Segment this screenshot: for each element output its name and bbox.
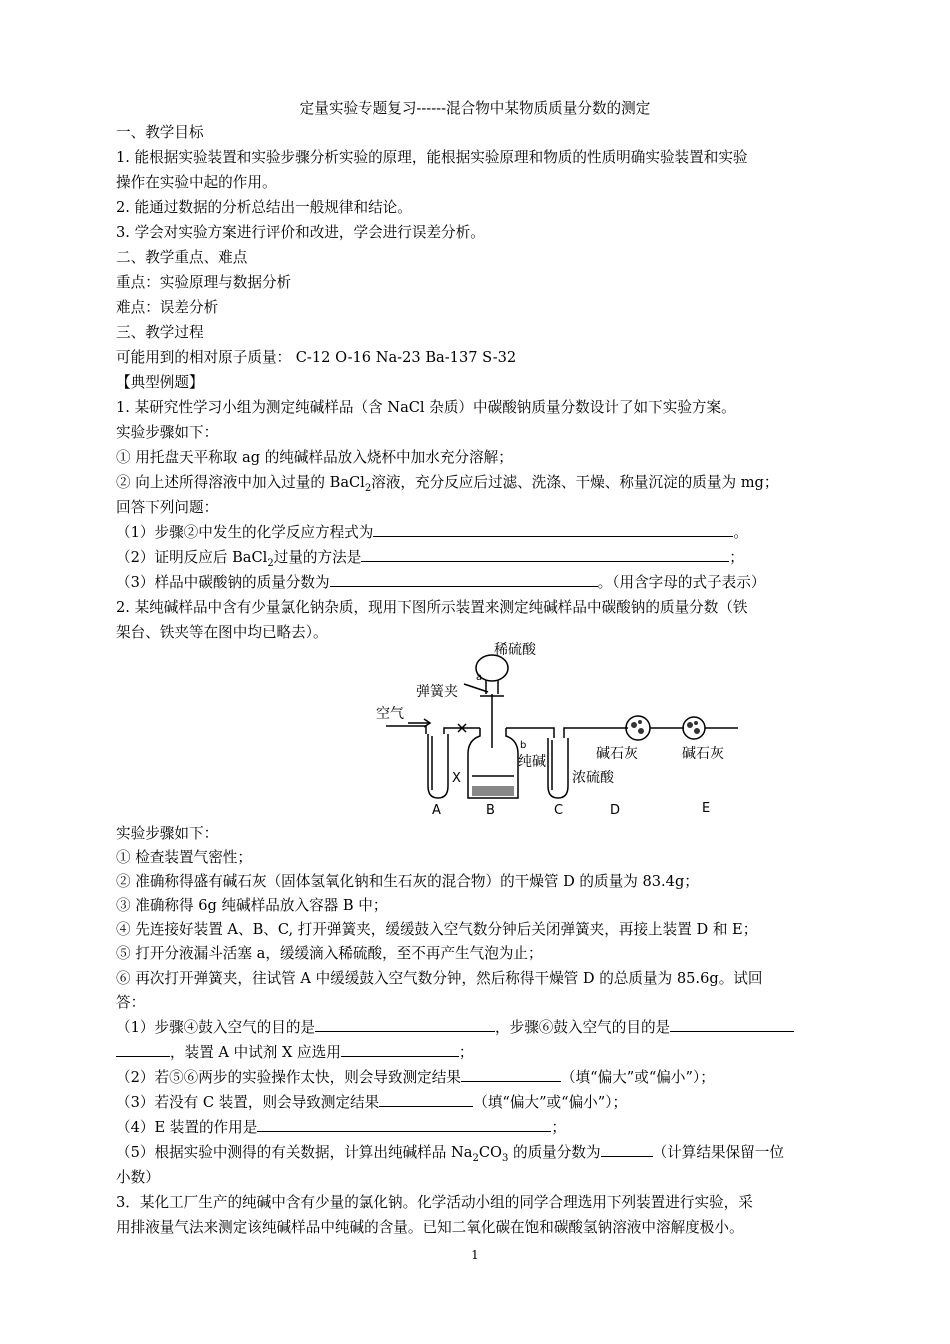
q2-sub-5-line-1: （5）根据实验中测得的有关数据，计算出纯碱样品 $Na_2CO_3$ 的质量分数为 （计算结果保留一位	[116, 1141, 840, 1171]
label-x: X	[452, 771, 461, 786]
goal-1-line-1: 1. 能根据实验装置和实验步骤分析实验的原理，能根据实验原理和物质的性质明确实验装置和实验	[116, 149, 748, 166]
label-soda: 纯碱	[518, 754, 546, 770]
q2-sub-1-line-1: （1）步骤④鼓入空气的目的是 ，步骤⑥鼓入空气的目的是	[116, 1016, 840, 1040]
q2-stem-line-1: 2. 某纯碱样品中含有少量氯化钠杂质，现用下图所示装置来测定纯碱样品中碳酸钠的质量分数（铁	[116, 599, 748, 616]
q1-answer-label: 回答下列问题：	[116, 499, 219, 516]
q1-steps-label: 实验步骤如下：	[116, 424, 219, 441]
answer-blank[interactable]	[379, 1091, 473, 1107]
q2-sub-5-line-2: 小数）	[116, 1169, 160, 1186]
q2-step-6-line-2: 答：	[116, 994, 146, 1011]
answer-blank[interactable]	[315, 1016, 495, 1032]
tube-c	[548, 738, 568, 798]
difficulty-point: 难点：误差分析	[116, 299, 219, 316]
answer-blank[interactable]	[257, 1116, 551, 1132]
answer-blank[interactable]	[116, 1041, 170, 1057]
q2-step-4: ④ 先连接好装置 A、B、C, 打开弹簧夹，缓缓鼓入空气数分钟后关闭弹簧夹，再接上装置 D 和 E；	[116, 921, 758, 938]
q2-step-2: ② 准确称得盛有碱石灰（固体氢氧化钠和生石灰的混合物）的干燥管 D 的质量为 83.4g；	[116, 873, 699, 890]
apparatus-diagram	[368, 636, 748, 822]
label-B: B	[486, 803, 495, 818]
q3-line-1: 3．某化工厂生产的纯碱中含有少量的氯化钠。化学活动小组的同学合理选用下列装置进行实验，采	[116, 1194, 753, 1211]
clamp-pointer	[464, 684, 488, 692]
q1-step-2: ② 向上述所得溶液中加入过量的 BaCl$_2$溶液，充分反应后过滤、洗涤、干燥、称量沉淀的质量为 mg；	[116, 474, 779, 494]
label-conc-acid: 浓硫酸	[572, 770, 614, 786]
q2-sub-1-line-2: ，装置 A 中试剂 X 应选用 ；	[116, 1041, 840, 1065]
apparatus-figure	[368, 636, 748, 822]
atomic-masses: 可能用到的相对原子质量： C-12 O-16 Na-23 Ba-137 S-32	[116, 349, 517, 366]
label-b: b	[520, 740, 527, 751]
tube-a	[428, 734, 448, 798]
q2-step-6-line-1: ⑥ 再次打开弹簧夹，往试管 A 中缓缓鼓入空气数分钟，然后称得干燥管 D 的总质量为 85.6g。试回	[116, 970, 763, 987]
answer-blank[interactable]	[373, 521, 733, 537]
label-air: 空气	[376, 706, 404, 722]
answer-blank[interactable]	[341, 1041, 459, 1057]
answer-blank[interactable]	[461, 1066, 561, 1082]
label-lime-d: 碱石灰	[596, 746, 638, 762]
label-A: A	[432, 803, 441, 818]
drying-tube-e	[683, 717, 705, 739]
label-D: D	[610, 803, 621, 818]
q1-stem: 1. 某研究性学习小组为测定纯碱样品（含 NaCl 杂质）中碳酸钠质量分数设计了如下实验方案。	[116, 399, 736, 416]
q1-sub-2: （2）证明反应后 BaCl$_2$过量的方法是 ；	[116, 546, 840, 576]
answer-blank[interactable]	[361, 546, 729, 562]
answer-blank[interactable]	[601, 1141, 653, 1157]
q2-sub-3: （3）若没有 C 装置，则会导致测定结果 （填“偏大”或“偏小”）；	[116, 1091, 840, 1115]
tube-c-outlet	[564, 728, 596, 738]
label-lime-e: 碱石灰	[682, 746, 724, 762]
answer-blank[interactable]	[670, 1016, 794, 1032]
label-a: a	[476, 672, 483, 683]
focus-point: 重点：实验原理与数据分析	[116, 274, 292, 291]
q2-step-3: ③ 准确称得 6g 纯碱样品放入容器 B 中；	[116, 897, 388, 914]
goal-1-line-2: 操作在实验中起的作用。	[116, 174, 277, 191]
air-tube	[386, 726, 426, 734]
label-clamp: 弹簧夹	[416, 684, 458, 700]
q1-sub-3: （3）样品中碳酸钠的质量分数为 。（用含字母的式子表示）	[116, 571, 840, 595]
q3-line-2: 用排液量气法来测定该纯碱样品中纯碱的含量。已知二氧化碳在饱和碳酸氢钠溶液中溶解度极小。	[116, 1219, 744, 1236]
section-heading-goals: 一、教学目标	[116, 124, 204, 141]
tube-b-to-c	[506, 728, 554, 738]
q2-steps-label: 实验步骤如下：	[116, 825, 219, 842]
q2-stem-line-2: 架台、铁夹等在图中均已略去）。	[116, 624, 328, 641]
answer-blank[interactable]	[330, 571, 598, 587]
label-dilute-acid: 稀硫酸	[494, 642, 536, 658]
document-title: 定量实验专题复习------混合物中某物质质量分数的测定	[299, 100, 651, 117]
q1-step-1: ① 用托盘天平称取 ag 的纯碱样品放入烧杯中加水充分溶解；	[116, 449, 513, 466]
drying-tube-d	[626, 716, 650, 740]
label-E: E	[702, 801, 711, 816]
q2-sub-2: （2）若⑤⑥两步的实验操作太快，则会导致测定结果 （填“偏大”或“偏小”）；	[116, 1066, 840, 1090]
goal-3: 3. 学会对实验方案进行评价和改进，学会进行误差分析。	[116, 224, 485, 241]
label-C: C	[554, 803, 564, 818]
examples-heading: 【典型例题】	[116, 374, 204, 391]
q2-step-1: ① 检查装置气密性；	[116, 849, 252, 866]
q2-step-5: ⑤ 打开分液漏斗活塞 a，缓缓滴入稀硫酸，至不再产生气泡为止；	[116, 945, 543, 962]
section-heading-process: 三、教学过程	[116, 324, 204, 341]
q2-sub-4: （4）E 装置的作用是 ；	[116, 1116, 840, 1140]
section-heading-focus: 二、教学重点、难点	[116, 249, 248, 266]
page-number: 1	[471, 1248, 479, 1262]
goal-2: 2. 能通过数据的分析总结出一般规律和结论。	[116, 199, 412, 216]
q1-sub-1: （1）步骤②中发生的化学反应方程式为 。	[116, 521, 840, 545]
